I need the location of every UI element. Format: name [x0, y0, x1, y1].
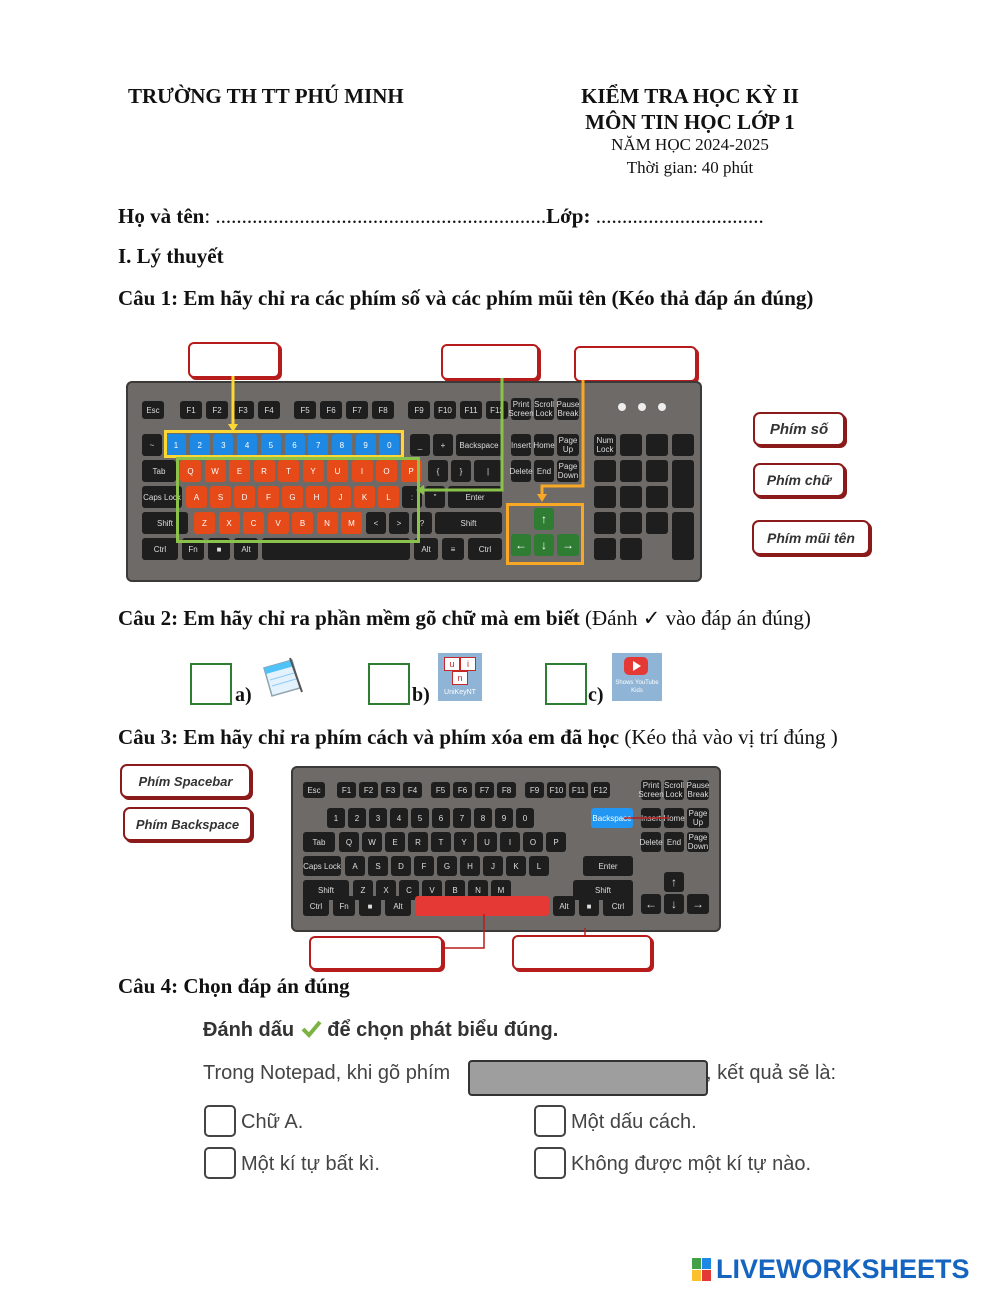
key-tab: Tab	[142, 460, 176, 482]
key-letter-c: C	[243, 512, 264, 534]
school-name: TRƯỜNG TH TT PHÚ MINH	[128, 84, 404, 108]
class-dots[interactable]: ................................	[590, 204, 764, 228]
key-f3: F3	[381, 782, 400, 798]
key-quote: "	[425, 486, 445, 508]
unikey-caption: UniKeyNT	[444, 689, 476, 696]
key-letter-j: J	[330, 486, 351, 508]
key-scroll-lock: Scroll Lock	[664, 781, 685, 799]
key-letter-q: Q	[339, 832, 359, 852]
key-alt-right: Alt	[553, 896, 575, 916]
key-f2: F2	[206, 401, 228, 419]
key-letter-h: H	[306, 486, 327, 508]
key-backspace-highlighted: Backspace	[591, 808, 633, 828]
key-f5: F5	[431, 782, 450, 798]
name-dots[interactable]: : ...............................................................	[204, 204, 547, 228]
key-letter-e: E	[229, 460, 250, 482]
key-letter-i: I	[352, 460, 373, 482]
key-letter-m: M	[491, 880, 511, 900]
key-enter: Enter	[448, 486, 502, 508]
key-f8: F8	[497, 782, 516, 798]
key-letter-a: A	[186, 486, 207, 508]
key-print-screen: Print Screen	[508, 400, 534, 418]
key-num-4: 4	[390, 808, 408, 828]
key-fn: Fn	[182, 538, 204, 560]
unikey-icon: u i n UniKeyNT	[438, 653, 482, 701]
key-arrow-left: ←	[511, 534, 531, 556]
q3-drop-box-1[interactable]	[309, 936, 443, 970]
key-f4: F4	[258, 401, 280, 419]
key-esc: Esc	[303, 782, 325, 798]
q1-title: Câu 1: Em hãy chỉ ra các phím số và các phím mũi tên (Kéo thả đáp án đúng)	[118, 286, 814, 310]
key-letter-k: K	[354, 486, 375, 508]
key-ctrl-left: Ctrl	[303, 896, 329, 916]
key-scroll-lock: Scroll Lock	[534, 400, 555, 418]
key-letter-w: W	[362, 832, 382, 852]
key-num-5: 5	[261, 434, 281, 456]
key-f6: F6	[320, 401, 342, 419]
key-arrow-up: ↑	[534, 508, 554, 530]
key-backslash: |	[474, 460, 502, 482]
key-page-up: Page Up	[558, 436, 578, 454]
q1-option-phim-so[interactable]: Phím số	[753, 412, 845, 446]
key-arrow-right: →	[687, 894, 709, 914]
key-print-screen: Print Screen	[638, 781, 664, 799]
key-num-6: 6	[432, 808, 450, 828]
key-letter-z: Z	[194, 512, 215, 534]
key-arrow-up: ↑	[664, 872, 684, 892]
key-f12: F12	[591, 782, 610, 798]
key-page-down: Page Down	[687, 833, 709, 851]
key-letter-s: S	[210, 486, 231, 508]
key-f2: F2	[359, 782, 378, 798]
q3-drop-box-2[interactable]	[512, 935, 652, 970]
liveworksheets-logo-icon	[692, 1258, 712, 1282]
key-letter-l: L	[378, 486, 399, 508]
key-letter-r: R	[408, 832, 428, 852]
key-letter-h: H	[460, 856, 480, 876]
key-f3: F3	[232, 401, 254, 419]
key-letter-t: T	[278, 460, 299, 482]
key-bracket-close: }	[451, 460, 471, 482]
key-num-8: 8	[332, 434, 352, 456]
key-f4: F4	[403, 782, 422, 798]
green-check-icon	[300, 1019, 322, 1039]
key-ctrl-right: Ctrl	[468, 538, 502, 560]
key-letter-n: N	[317, 512, 338, 534]
q4-checkbox-3[interactable]	[204, 1147, 236, 1179]
key-letter-y: Y	[454, 832, 474, 852]
q2-label-c: c)	[588, 684, 604, 706]
key-home: Home	[664, 808, 684, 828]
q4-title: Câu 4: Chọn đáp án đúng	[118, 974, 350, 998]
q4-stem-b: , kết quả sẽ là:	[706, 1062, 837, 1084]
key-semicolon: :	[402, 486, 422, 508]
key-insert: Insert	[641, 808, 661, 828]
key-slash: ?	[412, 512, 432, 534]
q4-choice-2: Một dấu cách.	[571, 1111, 697, 1133]
key-letter-x: X	[219, 512, 240, 534]
key-f10: F10	[547, 782, 566, 798]
key-num-9: 9	[495, 808, 513, 828]
key-f9: F9	[525, 782, 544, 798]
key-f11: F11	[460, 401, 482, 419]
key-letter-b: B	[292, 512, 313, 534]
key-alt-left: Alt	[234, 538, 258, 560]
key-alt-right: Alt	[414, 538, 438, 560]
key-letter-y: Y	[303, 460, 324, 482]
key-enter: Enter	[583, 856, 633, 876]
key-esc: Esc	[142, 401, 164, 419]
key-letter-f: F	[258, 486, 279, 508]
school-year: NĂM HỌC 2024-2025	[611, 135, 769, 154]
key-letter-n: N	[468, 880, 488, 900]
key-delete: Delete	[511, 460, 531, 482]
q4-instr-a: Đánh dấu	[203, 1019, 300, 1041]
name-label: Họ và tên	[118, 204, 205, 228]
key-letter-u: U	[327, 460, 348, 482]
key-letter-c: C	[399, 880, 419, 900]
key-num-8: 8	[474, 808, 492, 828]
key-plus: +	[433, 434, 453, 456]
key-pause-break: Pause Break	[686, 781, 710, 799]
q4-checkbox-4[interactable]	[534, 1147, 566, 1179]
key-letter-t: T	[431, 832, 451, 852]
key-letter-a: A	[345, 856, 365, 876]
key-num-9: 9	[356, 434, 376, 456]
key-letter-e: E	[385, 832, 405, 852]
key-f8: F8	[372, 401, 394, 419]
key-letter-j: J	[483, 856, 503, 876]
key-arrow-down: ↓	[534, 534, 554, 556]
subject-title: MÔN TIN HỌC LỚP 1	[585, 110, 795, 134]
q4-choice-1: Chữ A.	[241, 1111, 304, 1133]
key-letter-v: V	[268, 512, 289, 534]
key-delete: Delete	[641, 832, 661, 852]
key-num-2: 2	[348, 808, 366, 828]
key-letter-z: Z	[353, 880, 373, 900]
key-ctrl-right: Ctrl	[603, 896, 633, 916]
q4-checkbox-1[interactable]	[204, 1105, 236, 1137]
key-letter-r: R	[254, 460, 275, 482]
section-title: I. Lý thuyết	[118, 244, 224, 268]
key-letter-g: G	[282, 486, 303, 508]
key-letter-f: F	[414, 856, 434, 876]
key-shift-left: Shift	[303, 880, 349, 900]
key-num-1: 1	[327, 808, 345, 828]
key-f1: F1	[180, 401, 202, 419]
key-windows: ■	[359, 896, 381, 916]
exam-title: KIỂM TRA HỌC KỲ II	[581, 84, 799, 108]
class-label: Lớp:	[546, 204, 591, 228]
key-letter-o: O	[376, 460, 397, 482]
connector-spacebar	[440, 914, 484, 948]
key-f11: F11	[569, 782, 588, 798]
key-end: End	[534, 460, 554, 482]
key-shift-right: Shift	[573, 880, 633, 900]
key-letter-s: S	[368, 856, 388, 876]
key-letter-p: P	[546, 832, 566, 852]
key-letter-m: M	[341, 512, 362, 534]
q2-title-rest-a: (Đánh	[579, 606, 643, 630]
key-home: Home	[534, 434, 554, 456]
q2-label-a: a)	[235, 684, 252, 706]
key-letter-g: G	[437, 856, 457, 876]
key-backspace: Backspace	[456, 434, 502, 456]
key-letter-i: I	[500, 832, 520, 852]
key-page-down: Page Down	[557, 462, 579, 480]
key-letter-d: D	[234, 486, 255, 508]
key-letter-x: X	[376, 880, 396, 900]
youtube-caption: Shows YouTube Kids	[615, 680, 659, 694]
key-insert: Insert	[511, 434, 531, 456]
key-f5: F5	[294, 401, 316, 419]
key-num-7: 7	[453, 808, 471, 828]
key-letter-l: L	[529, 856, 549, 876]
q4-stem-a: Trong Notepad, khi gõ phím	[203, 1062, 451, 1084]
key-f7: F7	[475, 782, 494, 798]
liveworksheets-watermark: LIVEWORKSHEETS	[716, 1254, 970, 1284]
key-letter-d: D	[391, 856, 411, 876]
key-f12: F12	[486, 401, 508, 419]
key-page-up: Page Up	[688, 809, 708, 827]
q2-title-rest-b: vào đáp án đúng)	[660, 606, 811, 630]
key-num-2: 2	[190, 434, 210, 456]
q4-instruction	[203, 1019, 558, 1042]
key-f1: F1	[337, 782, 356, 798]
key-alt-left: Alt	[385, 896, 411, 916]
key-end: End	[664, 832, 684, 852]
q4-choice-3: Một kí tự bất kì.	[241, 1153, 380, 1175]
key-bracket-open: {	[428, 460, 448, 482]
key-num-6: 6	[285, 434, 305, 456]
q2-title-bold: Câu 2: Em hãy chỉ ra phần mềm gõ chữ mà em biết	[118, 606, 580, 630]
key-letter-q: Q	[180, 460, 201, 482]
key-letter-k: K	[506, 856, 526, 876]
key-shift-right: Shift	[435, 512, 502, 534]
key-f9: F9	[408, 401, 430, 419]
q4-choice-4: Không được một kí tự nào.	[571, 1153, 812, 1175]
q1-option-phim-chu[interactable]: Phím chữ	[753, 463, 845, 497]
q3-title-bold: Câu 3: Em hãy chỉ ra phím cách và phím xóa em đã học	[118, 725, 620, 749]
q4-checkbox-2[interactable]	[534, 1105, 566, 1137]
key-num-7: 7	[308, 434, 328, 456]
q4-drop-box[interactable]	[468, 1060, 708, 1096]
key-caps-lock: Caps Lock	[142, 486, 182, 508]
q1-option-phim-mui-ten[interactable]: Phím mũi tên	[752, 520, 870, 555]
exam-time: Thời gian: 40 phút	[626, 158, 754, 177]
key-menu: ■	[579, 896, 599, 916]
key-pause-break: Pause Break	[556, 400, 580, 418]
key-f6: F6	[453, 782, 472, 798]
key-letter-w: W	[205, 460, 226, 482]
key-minus: _	[410, 434, 430, 456]
key-letter-p: P	[401, 460, 422, 482]
key-letter-o: O	[523, 832, 543, 852]
key-num-3: 3	[369, 808, 387, 828]
key-arrow-left: ←	[641, 894, 661, 914]
key-arrow-right: →	[557, 534, 579, 556]
key-fn: Fn	[333, 896, 355, 916]
key-arrow-down: ↓	[664, 894, 684, 914]
q3-title-rest: (Kéo thả vào vị trí đúng )	[619, 725, 838, 749]
q2-label-b: b)	[412, 684, 430, 706]
key-num-5: 5	[411, 808, 429, 828]
key-menu: ≡	[442, 538, 464, 560]
key-caps-lock: Caps Lock	[303, 856, 341, 876]
key-comma: <	[366, 512, 386, 534]
q4-instr-b: để chọn phát biểu đúng.	[321, 1019, 559, 1041]
key-letter-u: U	[477, 832, 497, 852]
q3-option-spacebar[interactable]: Phím Spacebar	[120, 764, 251, 798]
key-ctrl-left: Ctrl	[142, 538, 178, 560]
key-windows: ■	[208, 538, 230, 560]
key-f10: F10	[434, 401, 456, 419]
key-num-4: 4	[237, 434, 257, 456]
key-num-lock: Num Lock	[594, 434, 616, 456]
key-shift-left: Shift	[142, 512, 188, 534]
key-num-0: 0	[379, 434, 399, 456]
check-icon: ✓	[642, 606, 661, 630]
q3-option-backspace[interactable]: Phím Backspace	[123, 807, 252, 841]
key-letter-v: V	[422, 880, 442, 900]
key-letter-b: B	[445, 880, 465, 900]
key-backtick: ~	[142, 434, 162, 456]
key-f7: F7	[346, 401, 368, 419]
key-tab: Tab	[303, 832, 335, 852]
key-num-3: 3	[213, 434, 233, 456]
key-period: >	[389, 512, 409, 534]
key-num-1: 1	[166, 434, 186, 456]
key-num-0: 0	[516, 808, 534, 828]
